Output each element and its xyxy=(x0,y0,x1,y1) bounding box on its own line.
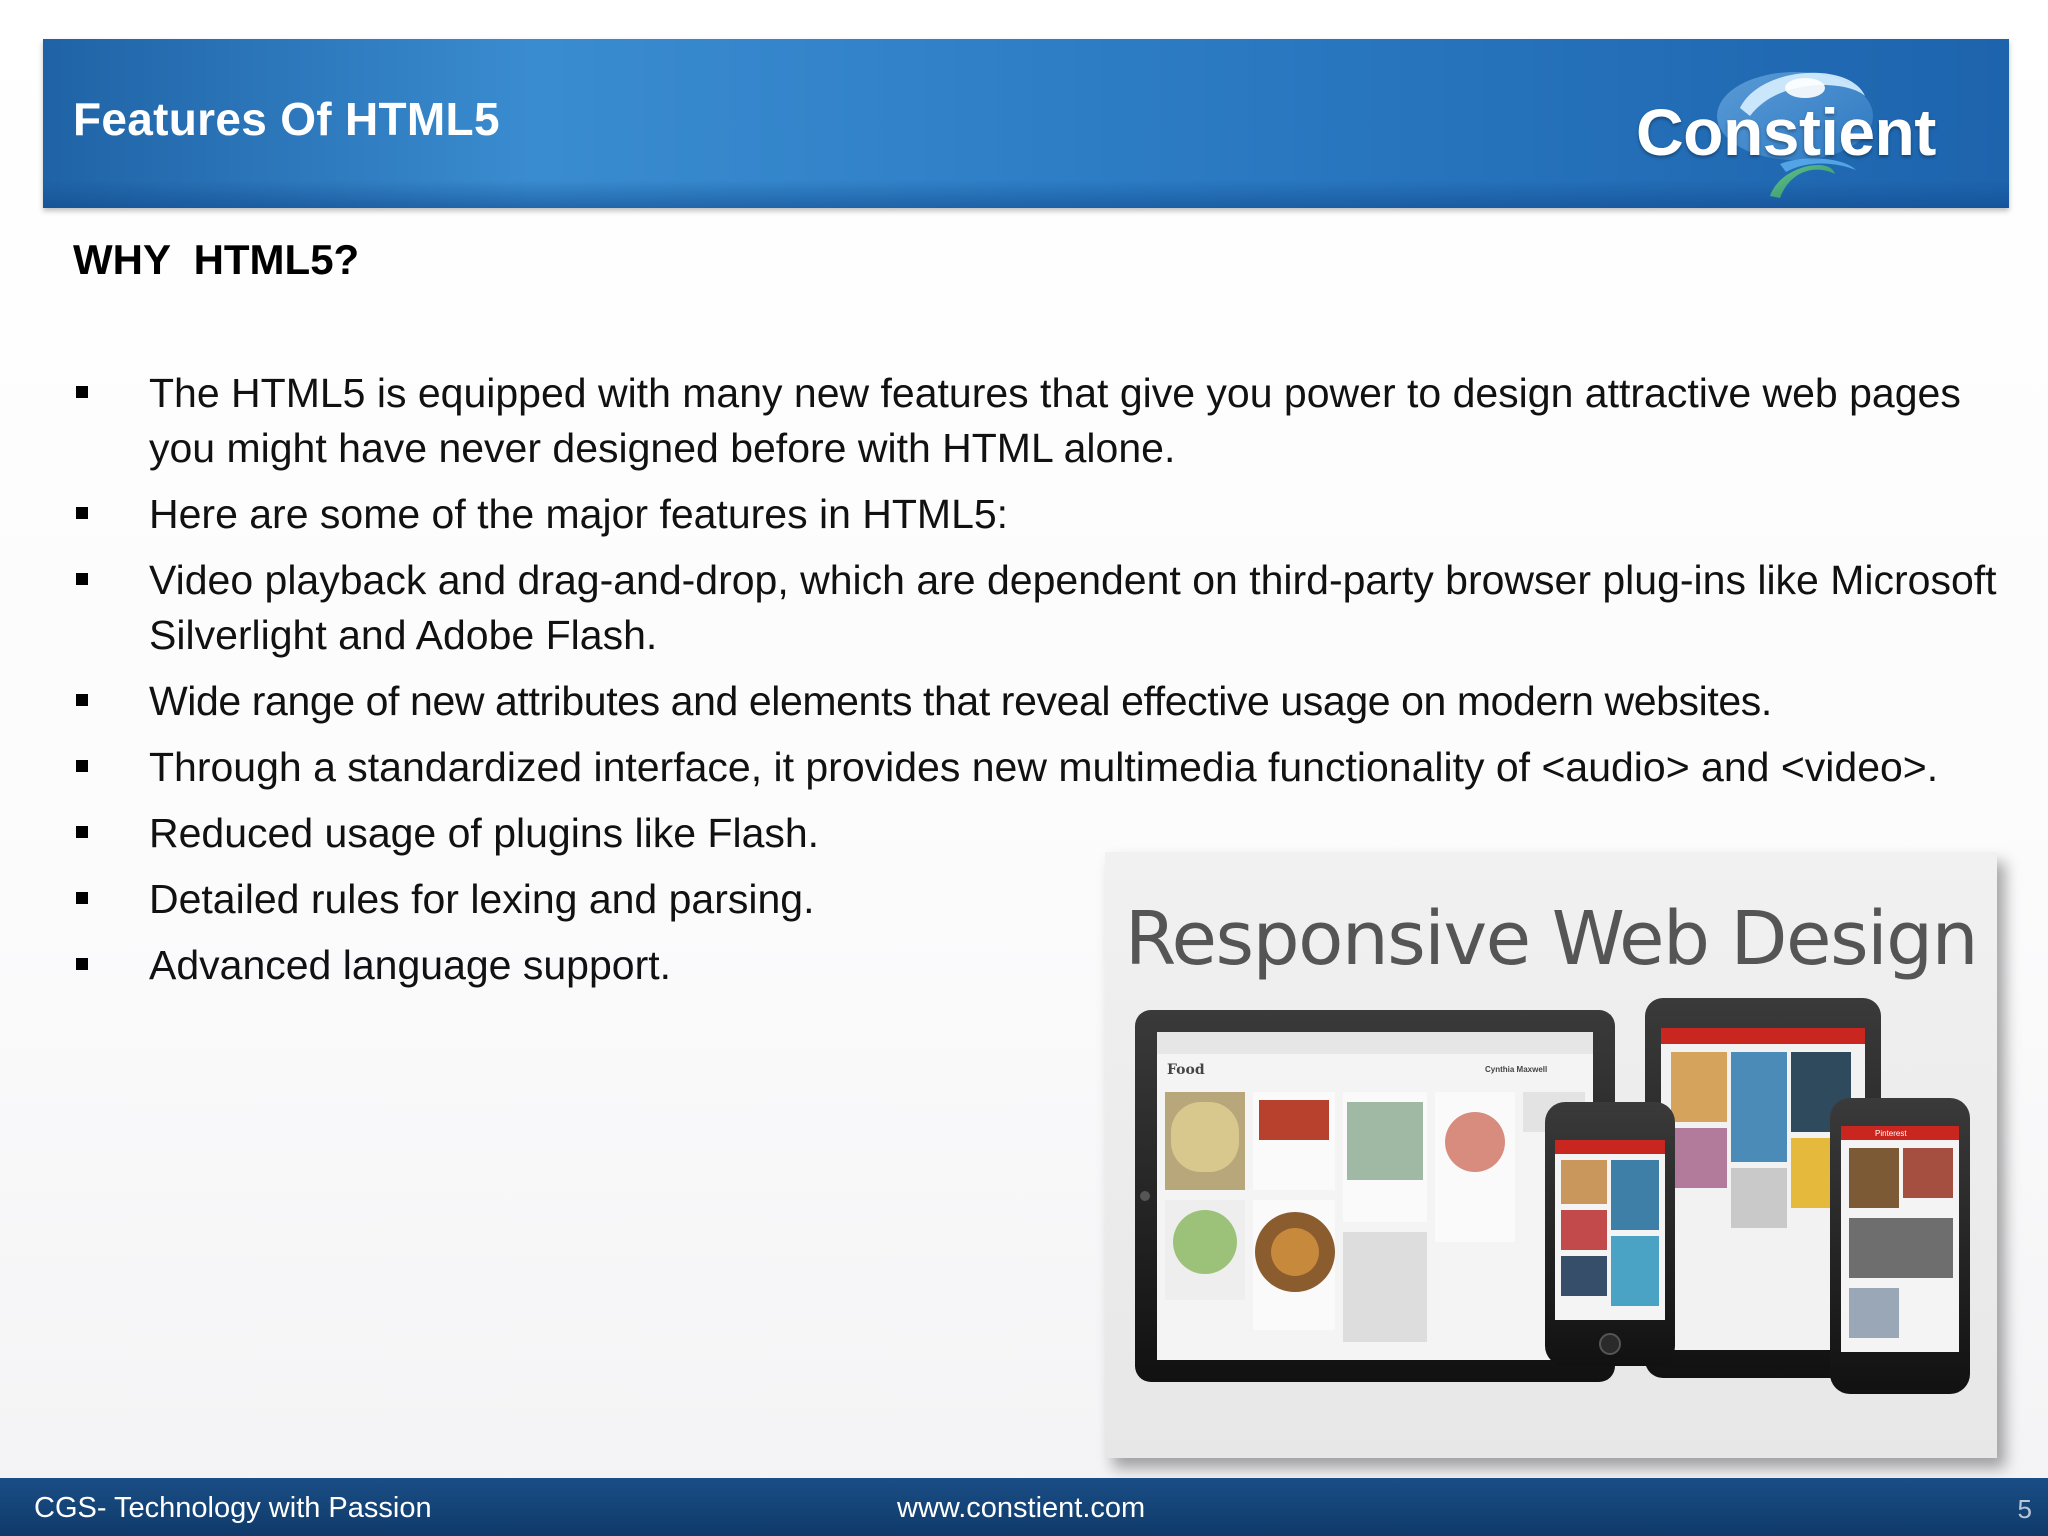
square-bullet-icon xyxy=(76,958,88,970)
slide-title: Features Of HTML5 xyxy=(73,93,500,145)
footer-tagline: CGS- Technology with Passion xyxy=(34,1492,432,1524)
list-item xyxy=(73,366,2013,476)
list-item xyxy=(73,674,2013,729)
footer-website: www.constient.com xyxy=(897,1492,1146,1524)
square-bullet-icon xyxy=(76,573,88,585)
bullet-text: Video playback and drag-and-drop, which are dependent on third-party browser plug-ins like Microsoft Silverlight and Adobe Flash. xyxy=(149,557,1997,658)
constient-logo xyxy=(1630,46,1960,206)
tablet-food-label: Food xyxy=(1167,1062,1205,1078)
responsive-design-figure xyxy=(1105,852,1997,1458)
bullet-text: The HTML5 is equipped with many new features that give you power to design attractive web pages you might have never designed before with HTML alone. xyxy=(149,370,1961,471)
tablet-user-label: Cynthia Maxwell xyxy=(1485,1065,1548,1074)
bullet-text: Detailed rules for lexing and parsing. xyxy=(149,876,815,922)
list-item xyxy=(73,487,2013,542)
bullet-text: Advanced language support. xyxy=(149,942,672,988)
list-item xyxy=(73,740,2013,795)
page-number: 5 xyxy=(2017,1494,2032,1524)
bullet-text: Reduced usage of plugins like Flash. xyxy=(149,810,820,856)
phone-iphone xyxy=(1545,1102,1675,1366)
section-subtitle: WHY HTML5? xyxy=(73,236,360,283)
figure-title: Responsive Web Design xyxy=(1124,896,1978,982)
devices-illustration xyxy=(1105,992,1997,1458)
tablet-landscape xyxy=(1135,1010,1615,1382)
bullet-text: Through a standardized interface, it provides new multimedia functionality of <audio> and <video>. xyxy=(149,744,1939,790)
square-bullet-icon xyxy=(76,892,88,904)
bullet-text: Here are some of the major features in HTML5: xyxy=(149,491,1009,537)
square-bullet-icon xyxy=(76,694,88,706)
square-bullet-icon xyxy=(76,386,88,398)
square-bullet-icon xyxy=(76,507,88,519)
footer-bar xyxy=(0,1478,2048,1536)
app-name-label: Pinterest xyxy=(1875,1129,1907,1138)
phone-android xyxy=(1830,1098,1970,1394)
square-bullet-icon xyxy=(76,760,88,772)
bullet-text: Wide range of new attributes and elements that reveal effective usage on modern websites. xyxy=(149,678,1772,724)
square-bullet-icon xyxy=(76,826,88,838)
list-item xyxy=(73,553,2013,663)
logo-wordmark: Constient xyxy=(1636,95,1936,169)
